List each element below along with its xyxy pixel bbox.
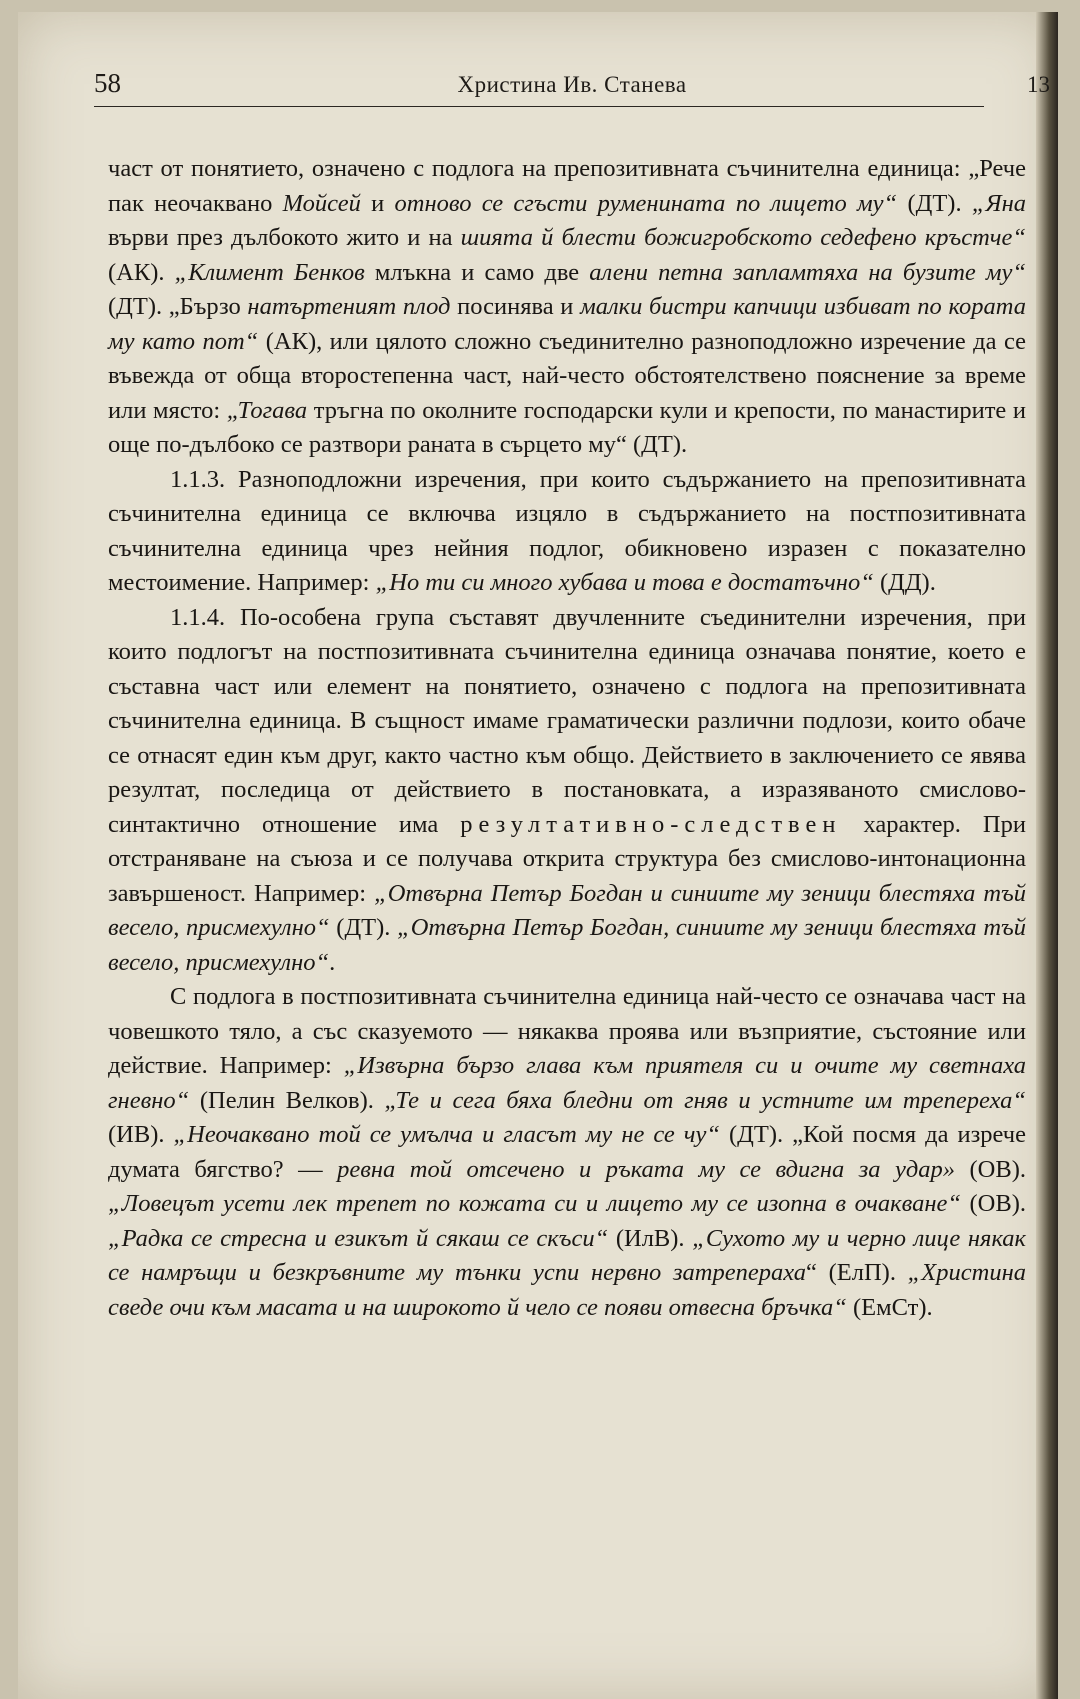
italic-quote: „Ловецът усети лек трепет по кожата си и лицето му се изопна в очакване“ <box>108 1190 961 1217</box>
italic-quote: натъртеният плод <box>247 293 451 320</box>
page-header <box>94 62 1050 106</box>
italic-quote: отново се сгъсти руменината по лицето му“ <box>394 189 898 217</box>
italic-quote: „Неочаквано той се умълча и гласът му не се чу“ <box>173 1121 720 1148</box>
text-run: посинява и <box>450 293 581 320</box>
italic-quote: Мойсей <box>282 189 361 217</box>
italic-quote: „Извърна бързо глава към приятеля си и очите му светнаха гневно“ <box>108 1052 1026 1114</box>
text-run: върви през дълбокото жито и на <box>108 224 461 251</box>
italic-quote: „Но ти си много хубава и това е достатъчно“ <box>375 569 874 596</box>
paragraph <box>108 152 1026 463</box>
italic-quote: „Отвърна Петър Богдан и синиите му зеници блестяха тъй весело, присмехулно“ <box>108 879 1027 941</box>
italic-quote: ревна той отсечено и ръката му се вдигна за удар» <box>337 1155 955 1183</box>
italic-quote: „Христина сведе очи към масата и на широкото й чело се появи отвесна бръчка“ <box>108 1259 1026 1321</box>
italic-quote: „Климент Бенков <box>174 258 365 286</box>
paragraph <box>108 463 1026 601</box>
text-run: част от понятието, означено с подлога на препозитивната съчинителна единица: „Рече пак неочаквано <box>108 155 1026 217</box>
body-text <box>108 152 1026 1325</box>
text-run: (ДТ). „Кой посмя да изрече думата бягство? — <box>108 1121 1027 1183</box>
italic-quote: „Те и сега бяха бледни от гняв и устните им трепереха“ <box>384 1086 1026 1114</box>
italic-quote: „Радка се стресна и езикът й сякаш се скъси“ <box>108 1224 609 1252</box>
italic-quote: малки бистри капчици избиват по кората му като пот“ <box>108 293 1026 355</box>
italic-quote: „Яна <box>971 189 1026 217</box>
italic-quote: шията й блести божигробското седефено кръстче“ <box>460 224 1026 251</box>
text-run: (ДТ). „Бързо <box>108 293 248 320</box>
book-page <box>18 12 1058 1699</box>
paragraph <box>108 980 1026 1325</box>
italic-quote: „Отвърна Петър Богдан, синиите му зеници блестяха тъй весело, присмехулно“ <box>108 914 1026 976</box>
text-run: 1.1.3. Разноподложни изречения, при които съдържанието на препозитивната съчинителна единица се включва изцяло в съдържанието на постпозитивната съчинителна единица чрез нейния подлог, обикновено изразен с показателно местоимение. Например: <box>108 465 1026 596</box>
text-run: (ОВ). <box>960 1190 1026 1217</box>
text-run: (ЕмСт). <box>846 1293 933 1321</box>
text-run: (ДТ). <box>897 189 972 217</box>
marginal-number: 13 <box>1027 72 1050 97</box>
text-run: (ДТ). <box>329 914 398 941</box>
page-number: 58 <box>94 68 121 98</box>
italic-quote: алени петна запламтяха на бузите му“ <box>589 258 1027 286</box>
italic-quote: „Сухото му и черно лице някак се намръщи и безкръвните му тънки успи нервно затрепераха <box>108 1224 1026 1286</box>
text-run: (ОВ). <box>955 1155 1026 1183</box>
book-spine-shadow <box>1036 12 1058 1699</box>
text-run: (АК), или цялото сложно съединително разноподложно изречение да се въвежда от обща второстепенна част, най-често обстоятелствено пояснение за време или място: <box>108 327 1027 424</box>
text-run: (ДД). <box>873 569 936 596</box>
text-run: и <box>360 189 395 217</box>
paragraph <box>108 601 1026 981</box>
text-run: характер. При отстраняване на съюза и се получава открита структура без смислово-интонационна завършеност. Например: <box>108 810 1026 907</box>
text-run: С подлога в постпозитивната съчинителна единица най-често се означава част на човешкото тяло, а със сказуемото — някаква проява или възприятие, състояние или действие. Например: <box>108 983 1026 1079</box>
header-rule <box>94 106 984 107</box>
text-run: (ИлВ). <box>608 1224 693 1252</box>
text-run: (ИВ). <box>108 1121 174 1148</box>
italic-quote: „Тогава <box>226 396 308 424</box>
text-run: (АК). <box>108 258 175 286</box>
text-run: млъкна и само две <box>364 258 590 286</box>
running-title: Христина Ив. Станева <box>457 72 687 97</box>
text-run: тръгна по околните господарски кули и крепости, по манастирите и още по-дълбоко се разтвори раната в сърцето му“ (ДТ). <box>108 396 1026 458</box>
text-run: 1.1.4. По-особена група съставят двучленните съединителни изречения, при които подлогът на постпозитивната съчинителна единица означава понятие, което е съставна част или елемент на понятието, означено с подлога на препозитивната съчинителна единица. В същност имаме граматически различни подлози, които обаче се отнасят един към друг, както частно към общо. Действието в заключението се явява резултат, последица от действието в постановката, а изразяваното смислово-синтактично отношение има <box>108 603 1026 838</box>
text-run: “ (ЕлП). <box>806 1259 908 1286</box>
text-run: резултативно-следствен <box>460 810 842 838</box>
text-run: . <box>329 948 336 976</box>
text-run: (Пелин Велков). <box>189 1086 385 1114</box>
